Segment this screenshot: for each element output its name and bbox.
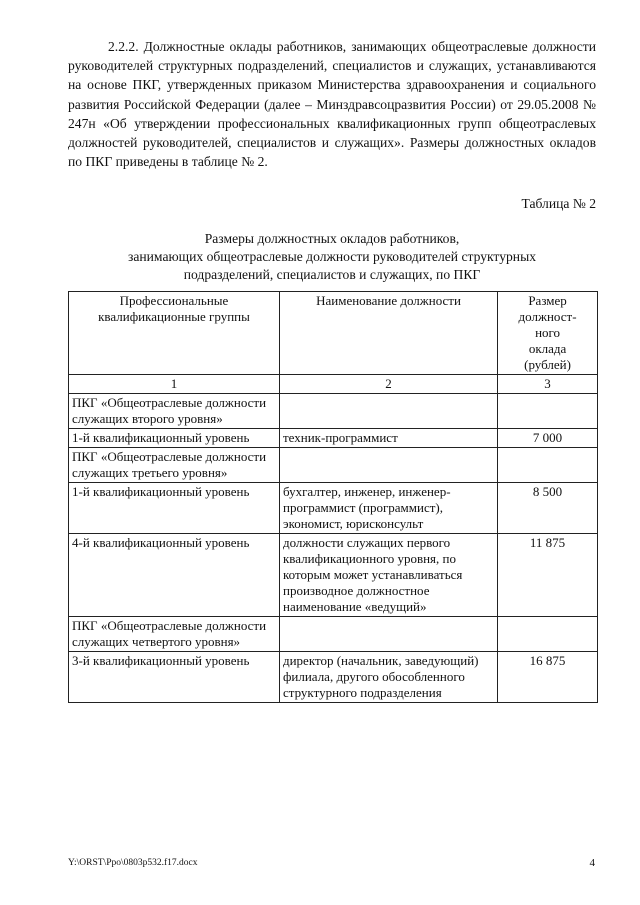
- table-number: Таблица № 2: [521, 196, 596, 211]
- salary-cell: [498, 617, 598, 652]
- table-row: [69, 448, 598, 483]
- group-cell: ПКГ «Общеотраслевые должности служащих четвертого уровня»: [69, 617, 280, 652]
- group-cell: 3-й квалификационный уровень: [69, 652, 280, 703]
- group-cell: ПКГ «Общеотраслевые должности служащих третьего уровня»: [69, 448, 280, 483]
- header-salary-line: ного: [535, 325, 561, 340]
- caption-line: занимающих общеотраслевые должности руководителей структурных: [127, 249, 536, 264]
- header-salary-line: (рублей): [524, 357, 571, 372]
- table-row: [69, 483, 598, 534]
- position-cell: [279, 617, 497, 652]
- header-group: Профессиональные квалификационные группы: [69, 292, 280, 375]
- position-cell: техник-программист: [279, 429, 497, 448]
- table-row: [69, 652, 598, 703]
- header-position: Наименование должности: [279, 292, 497, 375]
- salary-cell: 11 875: [498, 534, 598, 617]
- caption-line: Размеры должностных окладов работников,: [204, 231, 460, 246]
- table-caption: [68, 230, 596, 284]
- table-row: [69, 394, 598, 429]
- header-salary-line: Размер: [528, 293, 567, 308]
- position-cell: [279, 394, 497, 429]
- position-cell: должности служащих первого квалификационного уровня, по которым может устанавливаться производное должностное наименование «ведущий»: [279, 534, 497, 617]
- table-row: [69, 534, 598, 617]
- group-cell: 4-й квалификационный уровень: [69, 534, 280, 617]
- column-number: 1: [69, 375, 280, 394]
- footer-file-path: Y:\ORST\Ppo\0803p532.f17.docx: [68, 858, 198, 868]
- header-salary-line: оклада: [528, 341, 567, 356]
- salary-cell: [498, 394, 598, 429]
- group-cell: ПКГ «Общеотраслевые должности служащих второго уровня»: [69, 394, 280, 429]
- salary-cell: 16 875: [498, 652, 598, 703]
- salary-table: [68, 291, 598, 703]
- group-cell: 1-й квалификационный уровень: [69, 429, 280, 448]
- page-number: 4: [589, 857, 595, 869]
- header-salary: [498, 292, 598, 375]
- table-row: [69, 429, 598, 448]
- position-cell: директор (начальник, заведующий) филиала, другого обособленного структурного подразделения: [279, 652, 497, 703]
- header-salary-line: должност-: [518, 309, 577, 324]
- position-cell: [279, 448, 497, 483]
- salary-cell: 8 500: [498, 483, 598, 534]
- caption-line: подразделений, специалистов и служащих, по ПКГ: [183, 267, 481, 282]
- table-header-row: [69, 292, 598, 375]
- column-number: 3: [498, 375, 598, 394]
- salary-cell: [498, 448, 598, 483]
- group-cell: 1-й квалификационный уровень: [69, 483, 280, 534]
- table-row: [69, 617, 598, 652]
- salary-cell: 7 000: [498, 429, 598, 448]
- position-cell: бухгалтер, инженер, инженер-программист (программист), экономист, юрисконсульт: [279, 483, 497, 534]
- body-paragraph: 2.2.2. Должностные оклады работников, занимающих общеотраслевые должности руководителей структурных подразделений, специалистов и служащих, устанавливаются на основе ПКГ, утвержденных приказом Министерства здравоохранения и социального развития Российской Федерации (далее – Минздравсоцразвития России) от 29.05.2008 № 247н «Об утверждении профессиональных квалификационных групп общеотраслевых должностей руководителей, специалистов и служащих». Размеры должностных окладов по ПКГ приведены в таблице № 2.: [68, 39, 596, 170]
- column-number-row: [69, 375, 598, 394]
- column-number: 2: [279, 375, 497, 394]
